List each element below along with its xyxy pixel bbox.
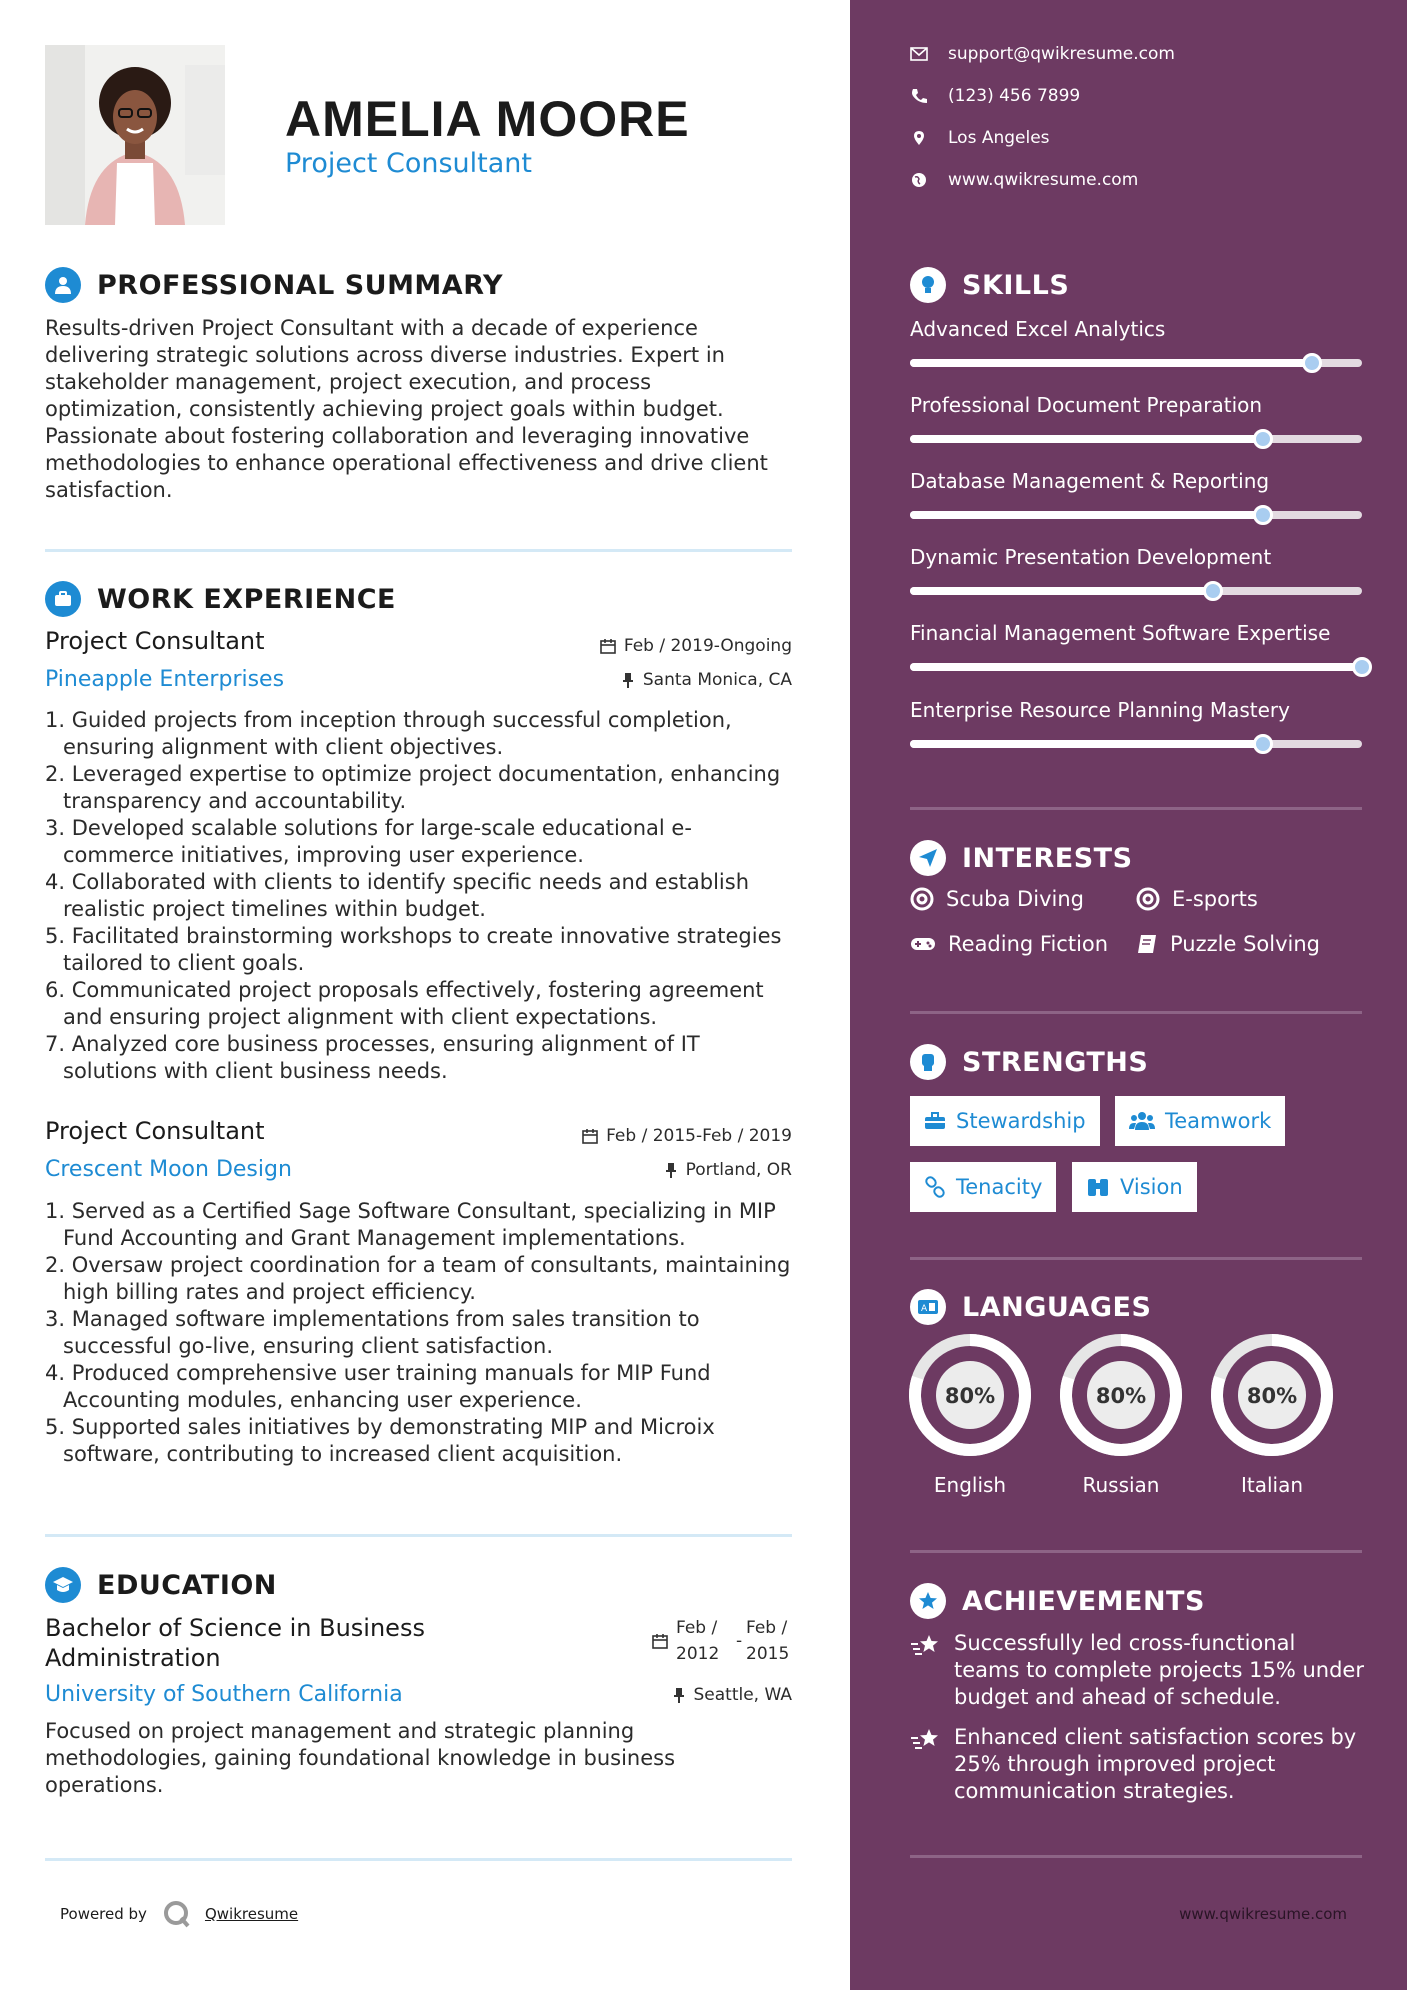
skill-handle[interactable] [1352,657,1372,677]
achievement-item [910,1630,1365,1711]
profile-photo [45,45,225,225]
education-dates [652,1615,792,1667]
sidebar [850,0,1407,1990]
skill-item [910,621,1362,671]
skill-bar [910,435,1362,443]
education-header [45,1567,277,1603]
divider [910,1011,1362,1014]
strength-label: Teamwork [1165,1109,1272,1133]
job-dates-text: Feb / 2015-Feb / 2019 [606,1126,792,1146]
skill-name: Enterprise Resource Planning Mastery [910,698,1290,722]
link-icon [924,1176,946,1198]
interest-item [1136,887,1258,911]
skill-name: Dynamic Presentation Development [910,545,1272,569]
skill-handle[interactable] [1253,429,1273,449]
binoculars-icon [1086,1176,1110,1198]
list-item: Communicated project proposals effectively, fostering agreement and ensuring project alignment with client expectations. [63,978,764,1029]
list-item: Leveraged expertise to optimize project documentation, enhancing transparency and accountability. [63,762,781,813]
list-item: Managed software implementations from sales transition to successful go-live, ensuring client satisfaction. [63,1307,700,1358]
job-location [664,1160,792,1180]
education-location-text: Seattle, WA [693,1685,792,1705]
calendar-icon [600,638,616,654]
achievement-item [910,1724,1365,1805]
skill-handle[interactable] [1302,353,1322,373]
education-end [746,1615,792,1667]
job-dates-text: Feb / 2019-Ongoing [623,636,792,656]
candidate-role: Project Consultant [285,148,532,179]
start-year: 2012 [676,1644,720,1664]
svg-text:A: A [921,1304,928,1314]
strength-label: Vision [1120,1175,1183,1199]
user-icon [45,267,81,303]
list-item: Produced comprehensive user training manuals for MIP Fund Accounting modules, enhancing user experience. [63,1361,711,1412]
globe-icon [910,172,928,188]
experience-title: WORK EXPERIENCE [97,583,396,615]
languages-header [910,1289,1151,1325]
candidate-name: AMELIA MOORE [285,91,690,147]
skill-bar [910,740,1362,748]
phone-icon [910,88,928,104]
translate-icon [910,1289,946,1325]
language-name: English [933,1473,1007,1497]
language-ring [908,1333,1032,1457]
briefcase-icon [45,581,81,617]
contact-phone-text: (123) 456 7899 [948,86,1081,106]
list-item: Facilitated brainstorming workshops to create innovative strategies tailored to client goals. [63,924,782,975]
powered-by-label: Powered by [60,1905,147,1923]
calendar-icon [582,1128,598,1144]
strengths-title: STRENGTHS [962,1046,1149,1078]
education-start [676,1615,736,1667]
contact-location [910,128,1050,148]
interests-title: INTERESTS [962,842,1133,874]
graduation-cap-icon [45,1567,81,1603]
life-ring-icon [910,887,934,911]
strength-label: Tenacity [956,1175,1043,1199]
interest-label: E-sports [1172,887,1258,911]
life-ring-icon [1136,887,1160,911]
pin-icon [672,1687,686,1703]
skill-name: Financial Management Software Expertise [910,621,1331,645]
skill-handle[interactable] [1253,505,1273,525]
list-item: Guided projects from inception through successful completion, ensuring alignment with client objectives. [63,708,732,759]
interest-label: Reading Fiction [948,932,1109,956]
qwikresume-logo-icon [163,1900,191,1928]
education-text: Focused on project management and strategic planning methodologies, gaining foundational knowledge in business operations. [45,1719,676,1797]
interests-header [910,840,1133,876]
languages-title: LANGUAGES [962,1291,1152,1323]
location-marker-icon [910,130,928,146]
qwikresume-link[interactable]: Qwikresume [204,1905,299,1923]
skill-fill [910,511,1263,519]
contact-location-text: Los Angeles [948,128,1050,148]
degree-title: Bachelor of Science in Business Administration [45,1614,425,1672]
skill-fill [910,435,1263,443]
calendar-icon [652,1633,668,1649]
language-ring [1059,1333,1183,1457]
pin-icon [621,672,635,688]
divider [45,549,792,552]
divider [910,1550,1362,1553]
envelope-icon [910,47,928,61]
interest-label: Scuba Diving [946,887,1084,911]
gamepad-icon [910,935,936,953]
star-badge-icon [910,1583,946,1619]
job-company: Crescent Moon Design [45,1157,292,1182]
contact-phone [910,86,1080,106]
skill-item [910,317,1362,367]
skills-title: SKILLS [962,269,1070,301]
strength-tag [1115,1096,1285,1146]
job-dates [600,636,792,656]
skills-header [910,267,1069,303]
achievements-title: ACHIEVEMENTS [962,1585,1205,1617]
interest-item [910,887,1084,911]
language-percent: 80% [1246,1384,1298,1408]
skill-handle[interactable] [1253,734,1273,754]
skill-fill [910,663,1362,671]
contact-email-text: support@qwikresume.com [948,44,1175,64]
users-icon [1129,1111,1155,1131]
job-company: Pineapple Enterprises [45,667,285,692]
fist-icon [910,1044,946,1080]
list-item: Oversaw project coordination for a team of consultants, maintaining high billing rates and project efficiency. [63,1253,791,1304]
skill-fill [910,587,1213,595]
strength-tag [1072,1162,1197,1212]
list-item: Analyzed core business processes, ensuring alignment of IT solutions with client business needs. [63,1032,700,1083]
skill-name: Database Management & Reporting [910,469,1270,493]
divider [910,1257,1362,1260]
divider [910,1855,1362,1858]
contact-website [910,170,1138,190]
strength-tag [910,1162,1056,1212]
language-percent: 80% [944,1384,996,1408]
school-name: University of Southern California [45,1682,403,1707]
shooting-star-icon [910,1726,942,1754]
end-month: Feb / [746,1618,788,1638]
strength-label: Stewardship [956,1109,1086,1133]
skill-handle[interactable] [1203,581,1223,601]
language-item [1210,1333,1334,1497]
job-location [621,670,792,690]
skill-name: Professional Document Preparation [910,393,1263,417]
strength-tag [910,1096,1100,1146]
skill-fill [910,740,1263,748]
interest-item [1136,932,1320,956]
job-title: Project Consultant [45,1117,265,1145]
skill-name: Advanced Excel Analytics [910,317,1166,341]
footer-website[interactable]: www.qwikresume.com [1179,1905,1347,1923]
divider [45,1858,792,1861]
skill-bar [910,359,1362,367]
list-item: Supported sales initiatives by demonstrating MIP and Microix software, contributing to increased client acquisition. [63,1415,715,1466]
job-title: Project Consultant [45,627,265,655]
strengths-header [910,1044,1148,1080]
contact-email [910,44,1175,64]
skill-item [910,469,1362,519]
divider [45,1534,792,1537]
pin-icon [664,1162,678,1178]
shooting-star-icon [910,1632,942,1660]
education-title: EDUCATION [97,1569,277,1601]
contact-website-text[interactable]: www.qwikresume.com [948,170,1139,190]
skill-item [910,545,1362,595]
end-year: 2015 [746,1644,790,1664]
language-name: Italian [1240,1473,1304,1497]
achievement-text: Successfully led cross-functional teams to complete projects 15% under budget and ahead of schedule. [954,1631,1364,1709]
book-icon [1136,933,1158,955]
education-location [672,1685,793,1705]
footer-powered [60,1900,298,1928]
language-item [1059,1333,1183,1497]
experience-header [45,581,396,617]
summary-text: Results-driven Project Consultant with a decade of experience delivering strategic solutions across diverse industries. Expert in stakeholder management, project execution, and process optimization, consistently achieving project goals within budget. Passionate about fostering collaboration and leveraging innovative methodologies to enhance operational effectiveness and drive client satisfaction. [45,316,768,502]
list-item: Served as a Certified Sage Software Consultant, specializing in MIP Fund Accounting and Grant Management implementations. [63,1199,776,1250]
job-location-text: Portland, OR [685,1160,792,1180]
summary-header [45,267,503,303]
job-bullets [45,1198,795,1468]
achievement-text: Enhanced client satisfaction scores by 25% through improved project communication strategies. [954,1725,1357,1803]
interest-item [910,932,1108,956]
skill-item [910,393,1362,443]
job-bullets [45,707,795,1085]
skill-bar [910,587,1362,595]
language-name: Russian [1082,1473,1160,1497]
skill-bar [910,511,1362,519]
achievements-header [910,1583,1205,1619]
interest-label: Puzzle Solving [1170,932,1320,956]
job-location-text: Santa Monica, CA [642,670,792,690]
skill-item [910,698,1362,748]
job-dates [582,1126,792,1146]
language-percent: 80% [1095,1384,1147,1408]
skill-bar [910,663,1362,671]
date-dash: - [736,1631,743,1651]
divider [910,807,1362,810]
skill-fill [910,359,1312,367]
paper-plane-icon [910,840,946,876]
start-month: Feb / [676,1618,718,1638]
summary-title: PROFESSIONAL SUMMARY [97,269,504,301]
lightbulb-icon [910,267,946,303]
language-item [908,1333,1032,1497]
list-item: Collaborated with clients to identify specific needs and establish realistic project timelines within budget. [63,870,750,921]
toolbox-icon [924,1112,946,1130]
list-item: Developed scalable solutions for large-scale educational e-commerce initiatives, improving user experience. [63,816,692,867]
language-ring [1210,1333,1334,1457]
